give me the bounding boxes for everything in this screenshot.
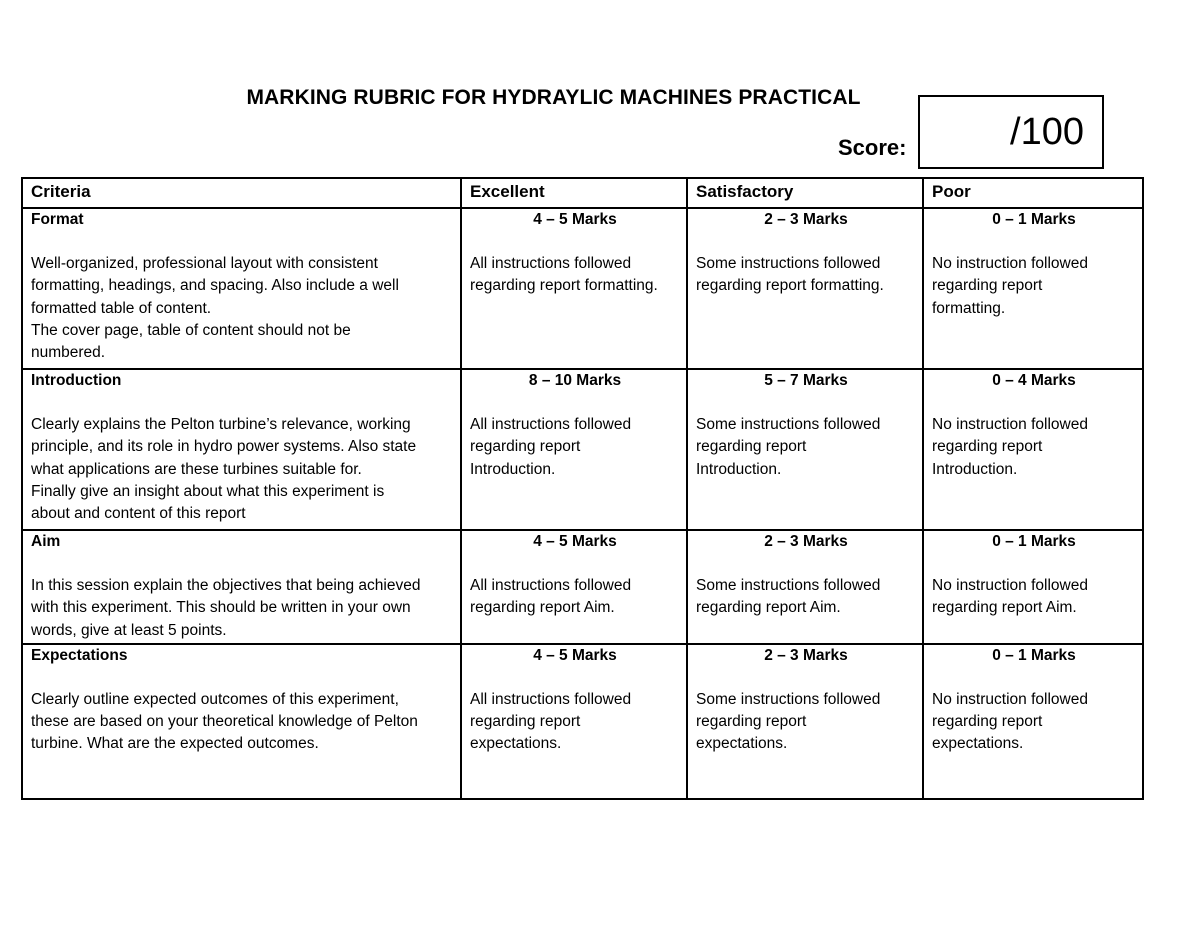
cell-text-line: All instructions followed — [470, 577, 632, 594]
cell-text-line: Some instructions followed — [696, 416, 881, 433]
cell-text-line: All instructions followed — [470, 416, 632, 433]
description-line: numbered. — [31, 344, 106, 362]
description-line: principle, and its role in hydro power systems. Also state — [31, 438, 417, 456]
marks-range: 4 – 5 Marks — [533, 533, 617, 550]
poor-cell — [923, 208, 1143, 369]
description-line: formatted table of content. — [31, 299, 212, 317]
description-line: these are based on your theoretical knowledge of Pelton — [31, 713, 418, 731]
description-line: what applications are these turbines suitable for. — [31, 460, 362, 478]
cell-text-line: regarding report formatting. — [470, 277, 658, 295]
description-line: In this session explain the objectives that being achieved — [31, 577, 421, 594]
cell-text-line: regarding report — [696, 438, 807, 456]
cell-text-line: regarding report — [932, 438, 1043, 456]
description-line: Clearly outline expected outcomes of this experiment, — [31, 690, 399, 708]
excellent-cell — [461, 644, 687, 799]
description-line: with this experiment. This should be written in your own — [31, 599, 411, 617]
table-row — [22, 644, 1143, 799]
table-row — [22, 208, 1143, 369]
poor-cell — [923, 369, 1143, 530]
excellent-cell — [461, 208, 687, 369]
description-line: about and content of this report — [31, 505, 246, 523]
satisfactory-cell — [687, 208, 923, 369]
criterion-name: Format — [31, 211, 84, 228]
marks-range: 4 – 5 Marks — [533, 211, 617, 228]
cell-text-line: Introduction. — [932, 460, 1018, 478]
marks-range: 2 – 3 Marks — [764, 646, 848, 664]
header-poor: Poor — [923, 178, 1143, 208]
excellent-cell — [461, 369, 687, 530]
cell-text-line: Introduction. — [470, 460, 556, 478]
criteria-cell — [22, 369, 461, 530]
criteria-cell — [22, 208, 461, 369]
marks-range: 0 – 1 Marks — [992, 211, 1076, 228]
cell-text-line: regarding report Aim. — [696, 599, 841, 617]
cell-text-line: Some instructions followed — [696, 690, 881, 708]
marks-range: 8 – 10 Marks — [528, 372, 622, 389]
page-title: MARKING RUBRIC FOR HYDRAYLIC MACHINES PRACTICAL — [246, 86, 861, 109]
marks-range: 2 – 3 Marks — [764, 533, 848, 550]
cell-text-line: regarding report Aim. — [470, 599, 615, 617]
satisfactory-cell — [687, 369, 923, 530]
description-line: formatting, headings, and spacing. Also include a well — [31, 277, 399, 295]
cell-text-line: Some instructions followed — [696, 255, 881, 272]
satisfactory-cell — [687, 644, 923, 799]
satisfactory-cell — [687, 530, 923, 644]
poor-cell — [923, 530, 1143, 644]
cell-text-line: No instruction followed — [932, 255, 1088, 272]
table-header-row — [22, 178, 1143, 208]
header-excellent: Excellent — [461, 178, 687, 208]
cell-text-line: expectations. — [470, 735, 562, 753]
cell-text-line: regarding report Aim. — [932, 599, 1077, 617]
criteria-cell — [22, 530, 461, 644]
cell-text-line: No instruction followed — [932, 416, 1088, 433]
marks-range: 0 – 1 Marks — [992, 646, 1076, 664]
cell-text-line: No instruction followed — [932, 690, 1088, 708]
cell-text-line: regarding report — [470, 438, 581, 456]
header-criteria: Criteria — [22, 178, 461, 208]
marks-range: 0 – 1 Marks — [992, 533, 1076, 550]
score-label: Score: — [838, 135, 907, 160]
cell-text-line: regarding report — [696, 713, 807, 731]
criterion-name: Expectations — [31, 646, 128, 664]
criterion-name: Aim — [31, 533, 61, 550]
description-line: Finally give an insight about what this experiment is — [31, 482, 385, 500]
cell-text-line: No instruction followed — [932, 577, 1088, 594]
table-row — [22, 369, 1143, 530]
poor-cell — [923, 644, 1143, 799]
cell-text-line: regarding report — [470, 713, 581, 731]
rubric-table — [21, 177, 1144, 800]
table-row — [22, 530, 1143, 644]
score-value: /100 — [1010, 111, 1084, 153]
cell-text-line: Some instructions followed — [696, 577, 881, 594]
criteria-cell — [22, 644, 461, 799]
marks-range: 0 – 4 Marks — [992, 372, 1076, 389]
cell-text-line: Introduction. — [696, 460, 782, 478]
excellent-cell — [461, 530, 687, 644]
cell-text-line: expectations. — [932, 735, 1024, 753]
cell-text-line: formatting. — [932, 299, 1006, 317]
marks-range: 2 – 3 Marks — [764, 211, 848, 228]
cell-text-line: regarding report — [932, 277, 1043, 295]
marks-range: 5 – 7 Marks — [764, 372, 848, 389]
cell-text-line: expectations. — [696, 735, 788, 753]
description-line: turbine. What are the expected outcomes. — [31, 735, 319, 753]
cell-text-line: All instructions followed — [470, 255, 632, 272]
cell-text-line: regarding report — [932, 713, 1043, 731]
description-line: Clearly explains the Pelton turbine’s relevance, working — [31, 416, 411, 433]
header-satisfactory: Satisfactory — [687, 178, 923, 208]
cell-text-line: All instructions followed — [470, 690, 632, 708]
description-line: Well-organized, professional layout with consistent — [31, 255, 378, 272]
criterion-name: Introduction — [31, 372, 122, 389]
score-box — [918, 95, 1104, 169]
description-line: words, give at least 5 points. — [31, 621, 227, 639]
description-line: The cover page, table of content should not be — [31, 321, 351, 339]
cell-text-line: regarding report formatting. — [696, 277, 884, 295]
marks-range: 4 – 5 Marks — [533, 646, 617, 664]
